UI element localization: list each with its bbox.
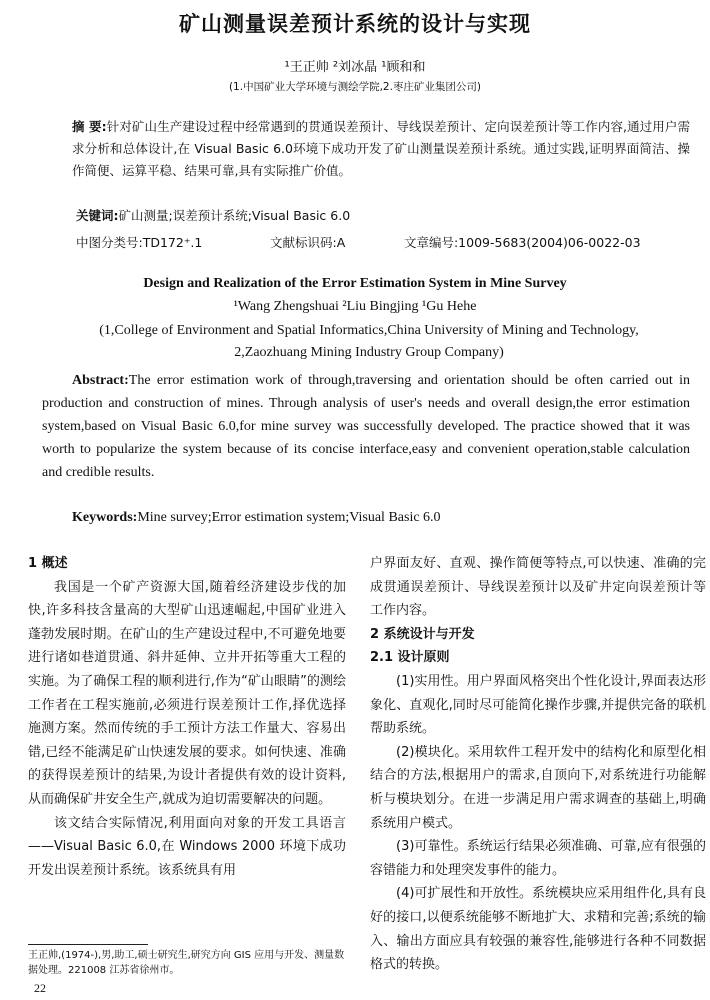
keywords-cn-label: 关键词: [76,208,119,223]
body-column-right [370,552,706,977]
affiliation-en [34,320,704,364]
footnote-rule [28,944,148,945]
keywords-en [72,510,690,526]
abstract-en-text: The error estimation work of through,traversing and orientation should be often carried out in production and construction of mines. Through analysis of user's needs and overall design,the error estimation system,based on Visual Basic 6.0,for mine survey was successfully developed. The practice showed that it was worth to popularize the system because of its concise interface,easy and convenient operation,stable calculation and credible results. [42,373,690,480]
affiliation-en-line: 2,Zaozhuang Mining Industry Group Company) [234,345,504,360]
article-number: 文章编号:1009-5683(2004)06-0022-03 [403,235,641,250]
classification-line [76,233,690,251]
principle-paragraph: (3)可靠性。系统运行结果必须准确、可靠,应有很强的容错能力和处理突发事件的能力。 [370,839,706,878]
abstract-cn [72,116,690,182]
section-2-heading: 2 系统设计与开发 [370,626,475,642]
authors-cn: ¹王正帅 ²刘冰晶 ¹顾和和 [284,60,426,75]
author-footnote: 王正帅,(1974-),男,助工,硕士研究生,研究方向 GIS 应用与开发、测量数据处理。221008 江苏省徐州市。 [28,950,345,976]
affiliation-en-line: (1,College of Environment and Spatial Informatics,China University of Mining and Technology, [99,323,639,338]
principle-paragraph: (1)实用性。用户界面风格突出个性化设计,界面表达形象化、直观化,同时尽可能简化操作步骤,并提供完备的联机帮助系统。 [370,673,706,737]
paper-title-cn: 矿山测量误差预计系统的设计与实现 [179,12,531,36]
section-1-heading: 1 概述 [28,556,68,571]
clc-number: 中图分类号:TD172⁺.1 [76,235,203,250]
section-1-paragraph-continued: 户界面友好、直观、操作简便等特点,可以快速、准确的完成贯通误差预计、导线误差预计以及矿井定向误差预计等工作内容。 [370,556,706,619]
principle-paragraph: (4)可扩展性和开放性。系统模块应采用组件化,具有良好的接口,以便系统能够不断地扩大、求精和完善;系统的输入、输出方面应具有较强的兼容性,能够进行各种不同数据格式的转换。 [370,886,706,973]
keywords-en-label: Keywords: [72,510,138,525]
keywords-en-text: Mine survey;Error estimation system;Visual Basic 6.0 [137,510,441,525]
paper-title-en: Design and Realization of the Error Estimation System in Mine Survey [143,276,567,291]
principle-paragraph: (2)模块化。采用软件工程开发中的结构化和原型化相结合的方法,根据用户的需求,自顶向下,对系统进行功能解析与模块划分。在进一步满足用户需求调查的基础上,明确系统用户模式。 [370,744,706,831]
affiliation-cn: (1.中国矿业大学环境与测绘学院,2.枣庄矿业集团公司) [228,81,482,93]
body-column-left [28,552,346,882]
keywords-cn [76,206,690,224]
section-1-paragraph: 该文结合实际情况,利用面向对象的开发工具语言——Visual Basic 6.0,在 Windows 2000 环境下成功开发出误差预计系统。该系统具有用 [28,815,346,878]
keywords-cn-text: 矿山测量;误差预计系统;Visual Basic 6.0 [118,208,351,223]
page-number: 22 [34,981,46,995]
abstract-cn-label: 摘 要: [72,119,107,134]
section-2-1-heading: 2.1 设计原则 [370,650,450,666]
authors-en: ¹Wang Zhengshuai ²Liu Bingjing ¹Gu Hehe [233,299,477,314]
abstract-cn-text: 针对矿山生产建设过程中经常遇到的贯通误差预计、导线误差预计、定向误差预计等工作内容,通过用户需求分析和总体设计,在 Visual Basic 6.0环境下成功开发了矿山测量误差预计系统。通过实践,证明界面简洁、操作简便、运算平稳、结果可靠,具有实际推广价值。 [72,119,690,178]
document-code: 文献标识码:A [269,235,346,250]
abstract-en-label: Abstract: [72,373,129,388]
abstract-en [42,369,690,484]
section-1-paragraph: 我国是一个矿产资源大国,随着经济建设步伐的加快,许多科技含量高的大型矿山迅速崛起,中国矿业进入蓬勃发展时期。在矿山的生产建设过程中,不可避免地要进行诸如巷道贯通、斜井延伸、立井开拓等重大工程的实施。为了确保工程的顺利进行,作为“矿山眼睛”的测绘工作者在工程实施前,必须进行误差预计工作,择优选择施测方案。然而传统的手工预计方法工作量大、容易出错,已经不能满足矿山快速发展的要求。如何快速、准确的获得误差预计的结果,为设计者提供有效的设计资料,从而确保矿井安全生产,就成为迫切需要解决的问题。 [28,579,346,807]
